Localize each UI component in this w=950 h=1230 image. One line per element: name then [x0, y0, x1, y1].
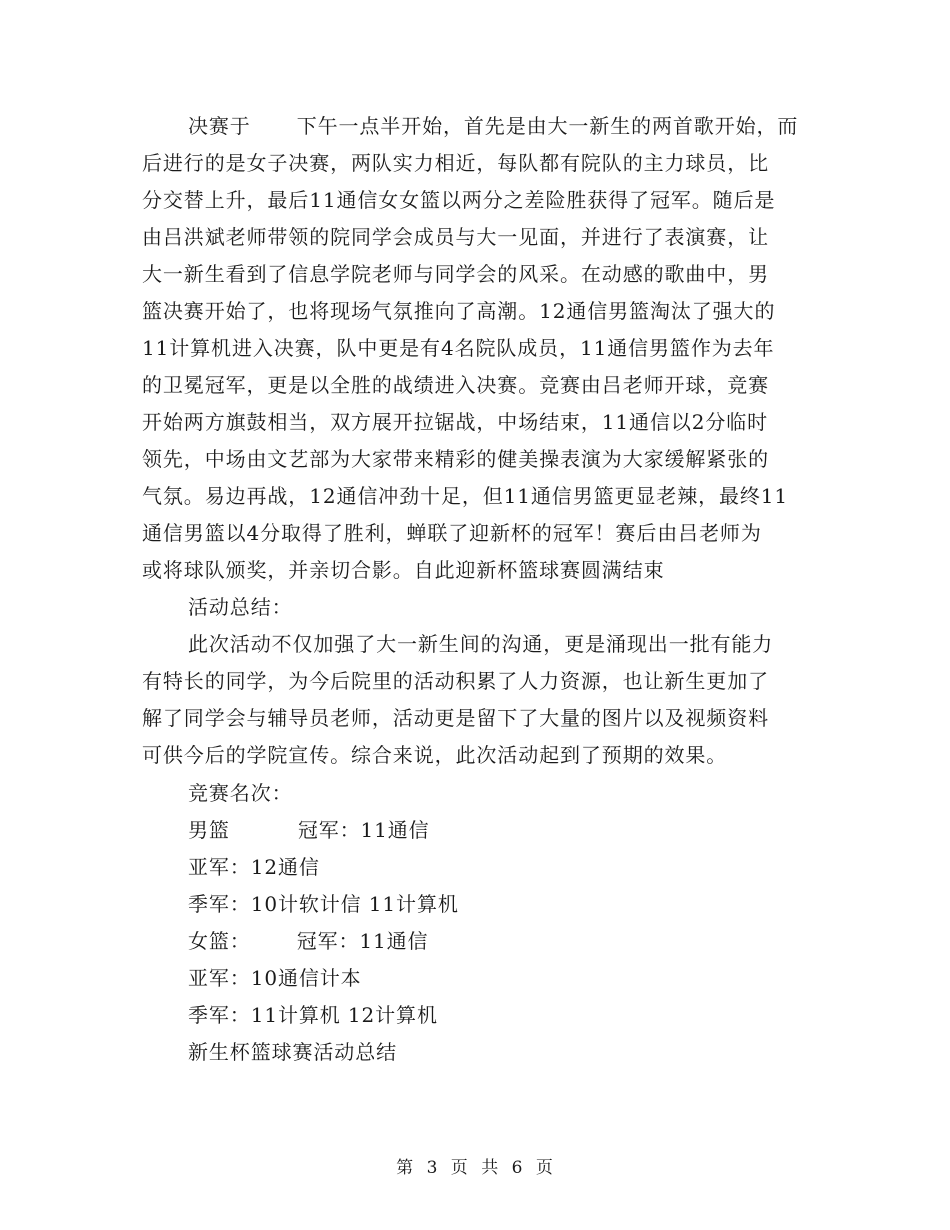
page-label-suffix: 页: [535, 1158, 554, 1178]
paragraph-line: 11计算机进入决赛，队中更是有4名院队成员，11通信男篮作为去年: [142, 336, 775, 360]
section-heading: 活动总结：: [188, 595, 293, 619]
category-label: 男篮: [188, 818, 230, 842]
ranking-line: 亚军：12通信: [188, 855, 320, 879]
closing-title: 新生杯篮球赛活动总结: [188, 1040, 397, 1064]
summary-line: 有特长的同学，为今后院里的活动积累了人力资源，也让新生更加了: [142, 669, 769, 693]
page-footer: [0, 1153, 950, 1178]
paragraph-line: 气氛。易边再战，12通信冲劲十足，但11通信男篮更显老辣，最终11: [142, 484, 789, 508]
paragraph-line: 分交替上升，最后11通信女女篮以两分之差险胜获得了冠军。随后是: [142, 188, 776, 212]
total-page-number: 6: [511, 1158, 524, 1178]
page-label-prefix: 第: [396, 1158, 415, 1178]
ranking-line: 季军：10计软计信 11计算机: [188, 892, 459, 916]
paragraph-line: 领先，中场由文艺部为大家带来精彩的健美操表演为大家缓解紧张的: [142, 447, 769, 471]
paragraph-line: 开始两方旗鼓相当，双方展开拉锯战，中场结束，11通信以2分临时: [142, 410, 769, 434]
ranking-line: [188, 923, 428, 960]
paragraph-text: 决赛于: [188, 114, 251, 138]
summary-line: 可供今后的学院宣传。综合来说，此次活动起到了预期的效果。: [142, 743, 728, 767]
total-prefix: 共: [481, 1158, 500, 1178]
ranking-line: [188, 812, 430, 849]
paragraph-line: 通信男篮以4分取得了胜利，蝉联了迎新杯的冠军！赛后由吕老师为: [142, 521, 762, 545]
paragraph-line: [188, 108, 798, 145]
paragraph-line: 或将球队颁奖，并亲切合影。自此迎新杯篮球赛圆满结束: [142, 558, 665, 582]
paragraph-line: 后进行的是女子决赛，两队实力相近，每队都有院队的主力球员，比: [142, 151, 769, 175]
section-heading: 竞赛名次：: [188, 781, 293, 805]
category-label: 女篮：: [188, 929, 251, 953]
current-page-number: 3: [426, 1158, 439, 1178]
paragraph-line: 大一新生看到了信息学院老师与同学会的风采。在动感的歌曲中，男: [142, 262, 769, 286]
summary-line: 此次活动不仅加强了大一新生间的沟通，更是涌现出一批有能力: [188, 632, 774, 656]
paragraph-line: 篮决赛开始了，也将现场气氛推向了高潮。12通信男篮淘汰了强大的: [142, 299, 776, 323]
champion-text: 冠军：11通信: [297, 818, 430, 842]
page-label-mid: 页: [450, 1158, 469, 1178]
ranking-line: 季军：11计算机 12计算机: [188, 1003, 438, 1027]
summary-line: 解了同学会与辅导员老师，活动更是留下了大量的图片以及视频资料: [142, 706, 769, 730]
champion-text: 冠军：11通信: [296, 929, 429, 953]
ranking-line: 亚军：10通信计本: [188, 966, 362, 990]
paragraph-line: 由吕洪斌老师带领的院同学会成员与大一见面，并进行了表演赛，让: [142, 225, 769, 249]
paragraph-line: 的卫冕冠军，更是以全胜的战绩进入决赛。竞赛由吕老师开球，竞赛: [142, 373, 769, 397]
paragraph-text: 下午一点半开始，首先是由大一新生的两首歌开始，而: [296, 114, 799, 138]
